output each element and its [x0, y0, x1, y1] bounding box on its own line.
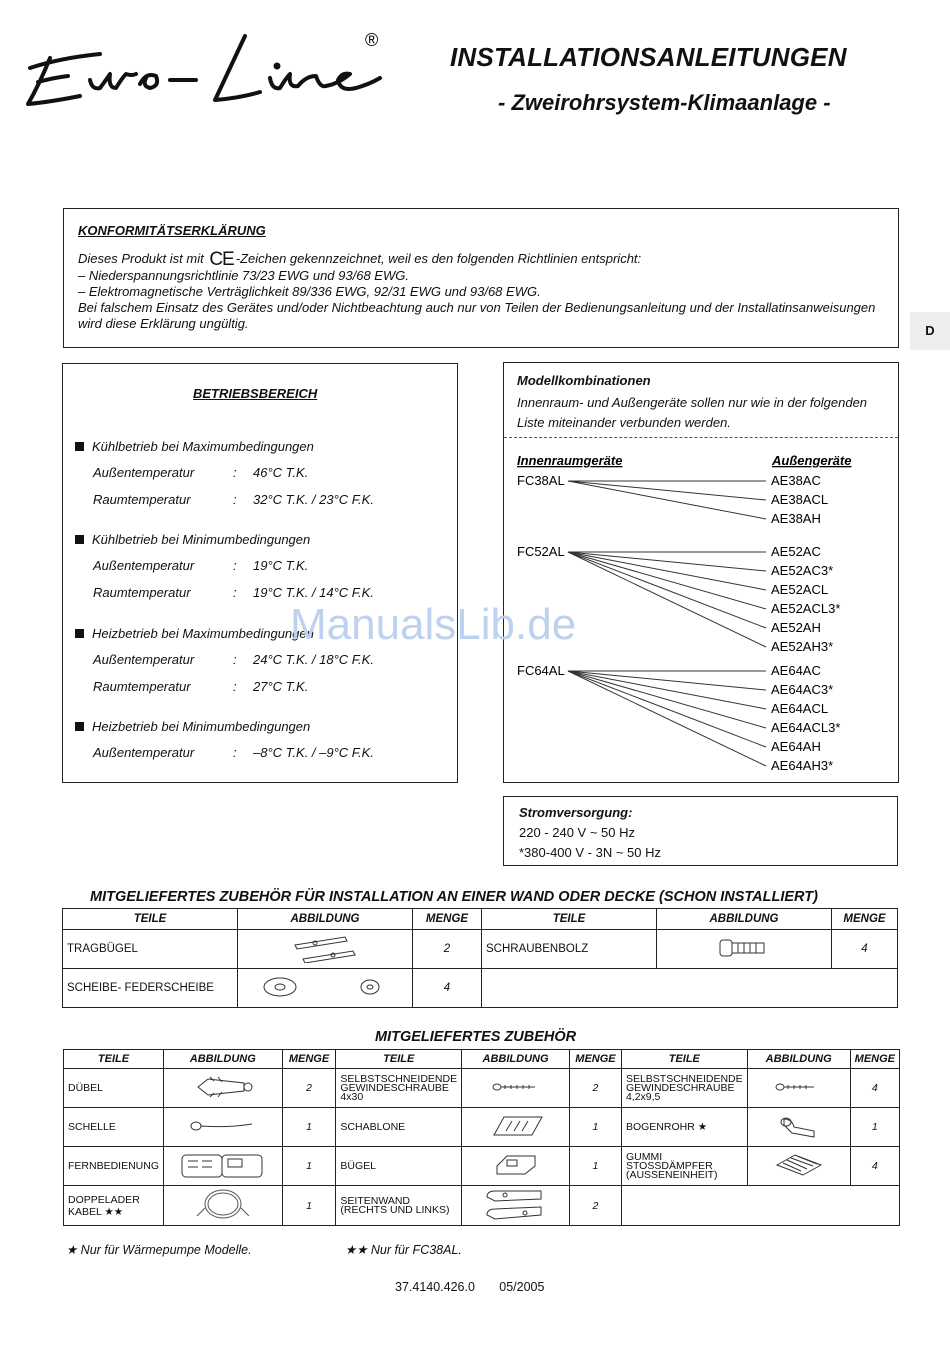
part-illustration [164, 1108, 283, 1147]
part-name: SEITENWAND (RECHTS UND LINKS) [336, 1186, 462, 1226]
combination-line [568, 552, 766, 609]
part-quantity: 2 [569, 1069, 621, 1108]
part-illustration [164, 1186, 283, 1226]
part-illustration [164, 1147, 283, 1186]
range-row: Außentemperatur : 24°C T.K. / 18°C F.K. [93, 652, 374, 667]
empty-cell [621, 1186, 899, 1226]
table-row [64, 1186, 900, 1226]
part-illustration [462, 1147, 570, 1186]
operating-range-box [62, 363, 458, 783]
bullet-square-icon [75, 442, 84, 451]
outdoor-unit-label: AE38AC [771, 473, 821, 488]
outdoor-unit-label: AE52ACL [771, 582, 829, 597]
cable-illustration-icon [193, 1186, 253, 1222]
table-row [63, 930, 898, 969]
table2-title: MITGELIEFERTES ZUBEHÖR [375, 1029, 577, 1045]
part-quantity: 1 [850, 1108, 899, 1147]
part-name: DOPPELADER KABEL ★★ [64, 1186, 164, 1226]
part-quantity: 2 [413, 930, 482, 969]
part-illustration [164, 1069, 283, 1108]
outdoor-unit-label: AE64AC3* [771, 682, 834, 697]
combination-line [568, 481, 766, 519]
combination-line [568, 552, 766, 590]
models-description: Innenraum- und Außengeräte sollen nur wie in der folgenden Liste miteinander verbunden werden. [517, 395, 868, 430]
range-row: Raumtemperatur : 19°C T.K. / 14°C F.K. [93, 585, 374, 600]
part-illustration [657, 930, 832, 969]
dashed-divider [504, 437, 898, 438]
col-header: TEILE [64, 1050, 164, 1069]
indoor-unit-label: FC64AL [517, 663, 565, 678]
section-title: Kühlbetrieb bei Maximumbedingungen [75, 439, 314, 454]
col-header: MENGE [569, 1050, 621, 1069]
table-header-row [63, 909, 898, 930]
outdoor-unit-label: AE64AC [771, 663, 821, 678]
part-name: SCHEIBE- FEDERSCHEIBE [63, 969, 238, 1008]
col-header: ABBILDUNG [164, 1050, 283, 1069]
part-name: SCHRAUBENBOLZ [482, 930, 657, 969]
combination-line [568, 671, 766, 709]
watermark: ManualsLib.de [290, 600, 577, 649]
part-quantity: 1 [282, 1147, 336, 1186]
operating-range-heading: BETRIEBSBEREICH [193, 386, 318, 401]
part-illustration [747, 1147, 850, 1186]
col-header: ABBILDUNG [462, 1050, 570, 1069]
part-name: SELBSTSCHNEIDENDE GEWINDESCHRAUBE 4x30 [336, 1069, 462, 1108]
combination-line [568, 671, 766, 766]
outdoor-unit-label: AE52AC [771, 544, 821, 559]
bullet-square-icon [75, 722, 84, 731]
outdoor-header: Außengeräte [772, 453, 852, 468]
rubber-damper-illustration-icon [769, 1151, 829, 1179]
part-quantity: 2 [569, 1186, 621, 1226]
range-row: Raumtemperatur : 27°C T.K. [93, 679, 309, 694]
combination-line [568, 671, 766, 728]
models-title: Modellkombinationen [517, 373, 651, 388]
range-row: Außentemperatur : –8°C T.K. / –9°C F.K. [93, 745, 374, 760]
conformity-box [63, 208, 899, 348]
part-quantity: 1 [282, 1108, 336, 1147]
part-quantity: 4 [413, 969, 482, 1008]
screw-illustration-icon [491, 1081, 541, 1093]
part-name: GUMMI STOSSDÄMPFER (AUSSENEINHEIT) [621, 1147, 747, 1186]
col-header: TEILE [336, 1050, 462, 1069]
side-panel-illustration-icon [481, 1187, 551, 1221]
page-subtitle: - Zweirohrsystem-Klimaanlage - [498, 90, 831, 115]
model-combinations-box [503, 362, 899, 783]
section-title: Kühlbetrieb bei Minimumbedingungen [75, 532, 310, 547]
page-title: INSTALLATIONSANLEITUNGEN [450, 42, 847, 72]
outdoor-unit-label: AE52AC3* [771, 563, 834, 578]
part-illustration [462, 1108, 570, 1147]
combination-line [568, 552, 766, 571]
outdoor-unit-label: AE52ACL3* [771, 601, 841, 616]
bullet-square-icon [75, 629, 84, 638]
part-quantity: 2 [282, 1069, 336, 1108]
outdoor-unit-label: AE38AH [771, 511, 821, 526]
template-illustration-icon [486, 1113, 546, 1139]
power-line-2: *380-400 V - 3N ~ 50 Hz [519, 845, 661, 860]
part-name: SCHABLONE [336, 1108, 462, 1147]
indoor-header: Innenraumgeräte [517, 453, 623, 468]
col-header: MENGE [413, 909, 482, 930]
range-row: Raumtemperatur : 32°C T.K. / 23°C F.K. [93, 492, 374, 507]
screw-illustration-icon [774, 1081, 824, 1093]
part-illustration [238, 969, 413, 1008]
part-name: TRAGBÜGEL [63, 930, 238, 969]
outdoor-unit-label: AE52AH [771, 620, 821, 635]
col-header: ABBILDUNG [657, 909, 832, 930]
outdoor-unit-label: AE52AH3* [771, 639, 834, 654]
table-row [63, 969, 898, 1008]
col-header: TEILE [482, 909, 657, 930]
part-quantity: 4 [850, 1147, 899, 1186]
table-row [64, 1108, 900, 1147]
conformity-line-2: – Niederspannungsrichtlinie 73/23 EWG und 93/68 EWG. [78, 268, 409, 283]
outdoor-unit-label: AE64AH3* [771, 758, 834, 773]
bolt-illustration-icon [714, 936, 774, 960]
part-quantity: 1 [569, 1108, 621, 1147]
indoor-unit-label: FC38AL [517, 473, 565, 488]
outdoor-unit-label: AE64ACL [771, 701, 829, 716]
empty-cell [482, 969, 898, 1008]
part-quantity: 1 [569, 1147, 621, 1186]
part-illustration [238, 930, 413, 969]
part-name: FERNBEDIENUNG [64, 1147, 164, 1186]
combination-line [568, 552, 766, 628]
clamp-illustration-icon [188, 1118, 258, 1134]
col-header: ABBILDUNG [238, 909, 413, 930]
table-header-row [64, 1050, 900, 1069]
indoor-unit-label: FC52AL [517, 544, 565, 559]
combination-line [568, 671, 766, 690]
remote-control-illustration-icon [178, 1149, 268, 1181]
range-row: Außentemperatur : 19°C T.K. [93, 558, 309, 573]
euro-line-logo [20, 18, 390, 118]
part-illustration [462, 1186, 570, 1226]
conformity-line-5: wird diese Erklärung ungültig. [78, 316, 249, 331]
power-line-1: 220 - 240 V ~ 50 Hz [519, 825, 635, 840]
part-quantity: 4 [832, 930, 898, 969]
part-illustration [462, 1069, 570, 1108]
language-tab: D [910, 312, 950, 350]
part-illustration [747, 1108, 850, 1147]
svg-text:®: ® [365, 30, 379, 50]
accessories-table-installed [62, 908, 898, 1008]
col-header: MENGE [832, 909, 898, 930]
range-row: Außentemperatur : 46°C T.K. [93, 465, 309, 480]
table-row [64, 1147, 900, 1186]
conformity-line-4: Bei falschem Einsatz des Gerätes und/oder Nichtbeachtung auch nur von Teilen der Bedienungsanleitung und der Installatinsanweisungen [78, 300, 876, 315]
part-name: DÜBEL [64, 1069, 164, 1108]
document-number: 37.4140.426.0 05/2005 [395, 1280, 545, 1294]
outdoor-unit-label: AE38ACL [771, 492, 829, 507]
footnote-heatpump: ★ Nur für Wärmepumpe Modelle. [66, 1243, 252, 1257]
col-header: MENGE [850, 1050, 899, 1069]
conformity-line-1: Dieses Produkt ist mit CE -Zeichen gekennzeichnet, weil es den folgenden Richtlinien entspricht: [78, 249, 642, 270]
outdoor-unit-label: AE64ACL3* [771, 720, 841, 735]
part-quantity: 4 [850, 1069, 899, 1108]
bracket-illustration-icon [491, 1152, 541, 1178]
power-supply-box [503, 796, 898, 866]
section-title: Heizbetrieb bei Minimumbedingungen [75, 719, 310, 734]
bracket-illustration-icon [285, 933, 365, 963]
part-name: SCHELLE [64, 1108, 164, 1147]
conformity-line-3: – Elektromagnetische Verträglichkeit 89/336 EWG, 92/31 EWG und 93/68 EWG. [78, 284, 541, 299]
part-name: BOGENROHR ★ [621, 1108, 747, 1147]
part-quantity: 1 [282, 1186, 336, 1226]
col-header: ABBILDUNG [747, 1050, 850, 1069]
section-title: Heizbetrieb bei Maximumbedingungen [75, 626, 314, 641]
outdoor-unit-label: AE64AH [771, 739, 821, 754]
dowel-illustration-icon [188, 1075, 258, 1099]
power-title: Stromversorgung: [519, 805, 633, 820]
col-header: TEILE [621, 1050, 747, 1069]
accessories-table [63, 1049, 900, 1226]
table1-title: MITGELIEFERTES ZUBEHÖR FÜR INSTALLATION AN EINER WAND ODER DECKE (SCHON INSTALLIERT) [90, 889, 818, 905]
combination-line [568, 671, 766, 747]
part-name: BÜGEL [336, 1147, 462, 1186]
combination-line [568, 481, 766, 500]
part-name: SELBSTSCHNEIDENDE GEWINDESCHRAUBE 4,2x9,5 [621, 1069, 747, 1108]
combination-line [568, 552, 766, 647]
washer-illustration-icon [260, 974, 390, 1000]
ce-mark-icon: CE [209, 249, 234, 270]
col-header: MENGE [282, 1050, 336, 1069]
conformity-heading: KONFORMITÄTSERKLÄRUNG [78, 223, 266, 238]
part-illustration [747, 1069, 850, 1108]
table-row [64, 1069, 900, 1108]
col-header: TEILE [63, 909, 238, 930]
pipe-bend-illustration-icon [774, 1113, 824, 1139]
footnote-fc38al: ★★ Nur für FC38AL. [345, 1243, 462, 1257]
bullet-square-icon [75, 535, 84, 544]
